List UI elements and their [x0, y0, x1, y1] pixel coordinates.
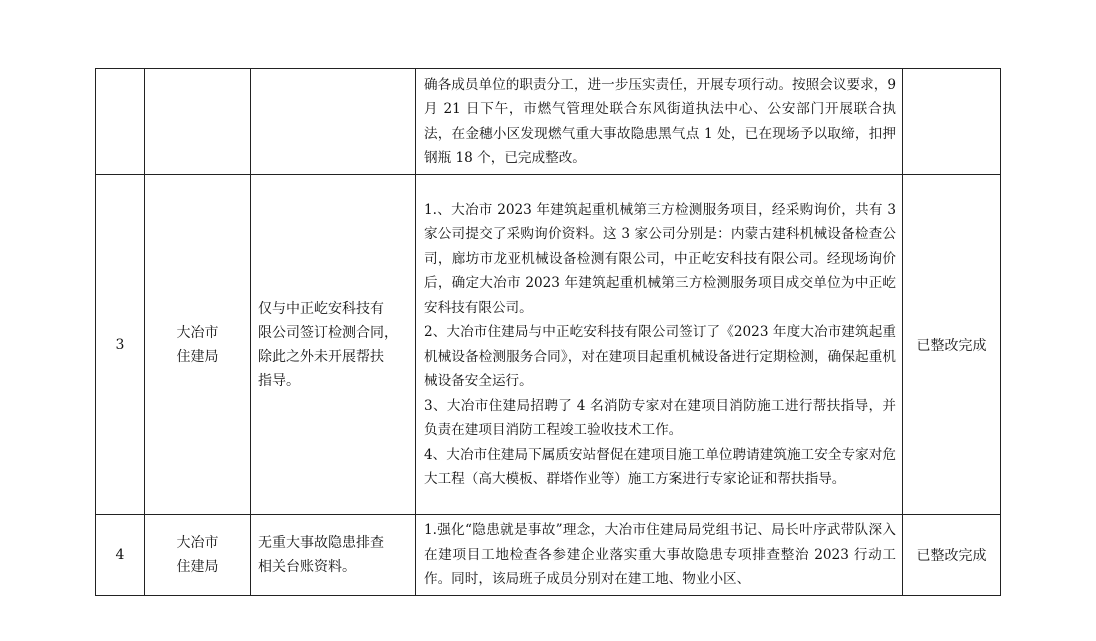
issue-description [251, 69, 416, 175]
measures-cell [416, 515, 903, 596]
measure-paragraph: 4、大冶市住建局下属质安站督促在建项目施工单位聘请建筑施工安全专家对危大工程（高大模板、群塔作业等）施工方案进行专家论证和帮扶指导。 [424, 446, 896, 487]
unit-line: 住建局 [176, 559, 219, 575]
issue-description [251, 175, 416, 515]
issue-line: 相关台账资料。 [258, 559, 356, 575]
unit-line: 住建局 [176, 348, 219, 365]
measure-paragraph: 1.、大冶市 2023 年建筑起重机械第三方检测服务项目，经采购询价，共有 3 家公司提交了采购询价资料。这 3 家公司分别是：内蒙古建科机械设备检查公司，廊坊市龙亚机械设备检测有限公司，中正屹安科技有限公司。经现场询价后，确定大冶市 2023 年建筑起重机械第三方检测服务项目成交单位为中正屹安科技有限公司。 [424, 201, 896, 316]
row-number: 3 [96, 175, 145, 515]
responsible-unit [145, 69, 251, 175]
measure-paragraph: 2、大冶市住建局与中正屹安科技有限公司签订了《2023 年度大冶市建筑起重机械设备检测服务合同》，对在建项目起重机械设备进行定期检测，确保起重机械设备安全运行。 [424, 324, 896, 389]
measure-paragraph: 确各成员单位的职责分工，进一步压实责任，开展专项行动。按照会议要求，9 月 21 日下午，市燃气管理处联合东风街道执法中心、公安部门开展联合执法，在金穗小区发现燃气重大事故隐患黑气点 1 处，已在现场予以取缔，扣押钢瓶 18 个，已完成整改。 [424, 76, 896, 166]
issue-line: 仅与中正屹安科技有 [258, 300, 384, 317]
status-cell [903, 69, 1001, 175]
row-number [96, 69, 145, 175]
unit-line: 大冶市 [176, 535, 219, 551]
measure-paragraph: 1.强化“隐患就是事故”理念，大冶市住建局局党组书记、局长叶序武带队深入在建项目工地检查各参建企业落实重大事故隐患专项排查整治 2023 行动工作。同时，该局班子成员分别对在建工地、物业小区、 [424, 522, 896, 588]
issue-line: 限公司签订检测合同， [258, 324, 398, 341]
responsible-unit [145, 515, 251, 596]
status-cell: 已整改完成 [903, 175, 1001, 515]
table-row [96, 69, 1001, 175]
measure-paragraph: 3、大冶市住建局招聘了 4 名消防专家对在建项目消防施工进行帮扶指导，并负责在建项目消防工程竣工验收技术工作。 [424, 397, 896, 438]
measures-cell [416, 175, 903, 515]
unit-line: 大冶市 [176, 324, 219, 341]
rectification-table [95, 68, 1001, 596]
responsible-unit [145, 175, 251, 515]
table-row [96, 175, 1001, 515]
row-number: 4 [96, 515, 145, 596]
issue-line: 除此之外未开展帮扶 [258, 348, 384, 365]
issue-line: 无重大事故隐患排查 [258, 535, 384, 551]
issue-description [251, 515, 416, 596]
measures-cell [416, 69, 903, 175]
table-row [96, 515, 1001, 596]
issue-line: 指导。 [258, 372, 300, 389]
status-cell: 已整改完成 [903, 515, 1001, 596]
